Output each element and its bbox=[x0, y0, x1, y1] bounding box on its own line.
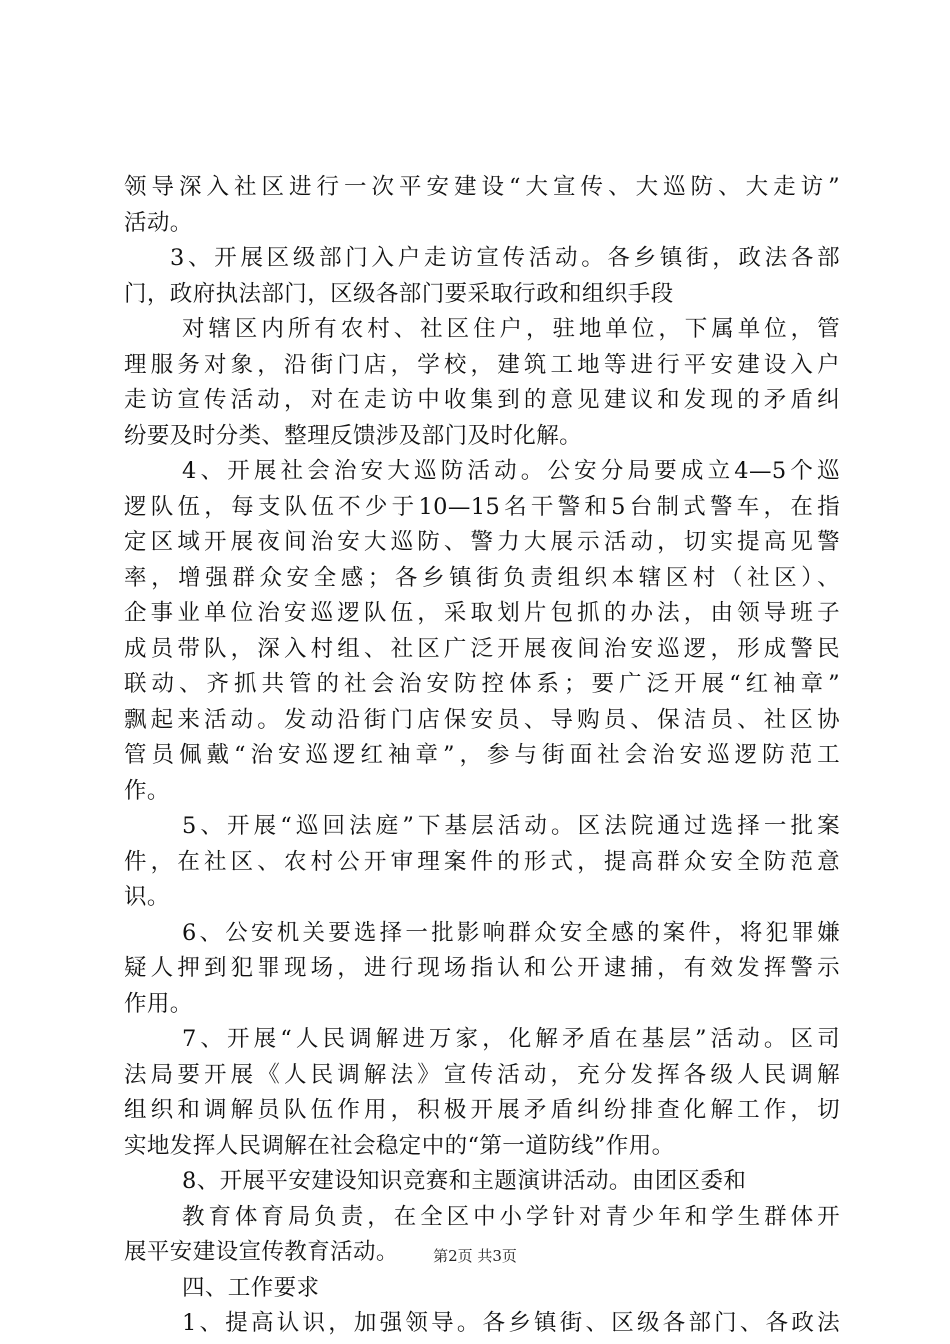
text-line: 展平安建设宣传教育活动。 bbox=[124, 1239, 399, 1265]
text-line: 4、开展社会治安大巡防活动。公安分局要成立4—5个巡 bbox=[182, 458, 840, 484]
text-line: 识。 bbox=[124, 884, 170, 910]
text-line: 7、开展“人民调解进万家，化解矛盾在基层”活动。区司 bbox=[182, 1026, 840, 1052]
text-line: 率，增强群众安全感；各乡镇街负责组织本辖区村（社区）、 bbox=[124, 564, 840, 591]
text-line: 6、公安机关要选择一批影响群众安全感的案件，将犯罪嫌 bbox=[182, 919, 840, 946]
text-line: 走访宣传活动，对在走访中收集到的意见建议和发现的矛盾纠 bbox=[124, 387, 840, 413]
text-line: 逻队伍，每支队伍不少于10—15名干警和5台制式警车，在指 bbox=[124, 493, 840, 520]
text-line: 3、开展区级部门入户走访宣传活动。各乡镇街，政法各部 bbox=[170, 245, 840, 271]
text-line: 1、提高认识，加强领导。各乡镇街、区级各部门、各政法 bbox=[182, 1310, 840, 1336]
text-line: 对辖区内所有农村、社区住户，驻地单位，下属单位，管 bbox=[182, 316, 840, 342]
text-line: 5、开展“巡回法庭”下基层活动。区法院通过选择一批案 bbox=[182, 813, 840, 839]
text-line: 定区域开展夜间治安大巡防、警力大展示活动，切实提高见警 bbox=[124, 529, 840, 555]
text-line: 领导深入社区进行一次平安建设“大宣传、大巡防、大走访” bbox=[124, 174, 840, 200]
text-line: 活动。 bbox=[124, 209, 193, 236]
page-number-footer: 第2页 共3页 bbox=[433, 1247, 517, 1265]
text-line: 门，政府执法部门，区级各部门要采取行政和组织手段 bbox=[124, 280, 674, 307]
text-line: 组织和调解员队伍作用，积极开展矛盾纠纷排查化解工作，切 bbox=[124, 1097, 840, 1123]
text-line: 件，在社区、农村公开审理案件的形式，提高群众安全防范意 bbox=[124, 848, 840, 875]
text-line: 作用。 bbox=[124, 990, 193, 1017]
document-body bbox=[124, 170, 840, 1342]
text-line: 8、开展平安建设知识竞赛和主题演讲活动。由团区委和 bbox=[182, 1168, 747, 1194]
text-line: 管员佩戴“治安巡逻红袖章”，参与街面社会治安巡逻防范工 bbox=[124, 742, 840, 768]
text-line: 疑人押到犯罪现场，进行现场指认和公开逮捕，有效发挥警示 bbox=[124, 955, 840, 981]
text-line: 实地发挥人民调解在社会稳定中的“第一道防线”作用。 bbox=[124, 1132, 675, 1159]
text-line: 作。 bbox=[124, 777, 170, 804]
text-line: 联动、齐抓共管的社会治安防控体系；要广泛开展“红袖章” bbox=[124, 671, 840, 697]
text-line: 理服务对象，沿街门店，学校，建筑工地等进行平安建设入户 bbox=[124, 351, 840, 378]
text-line: 纷要及时分类、整理反馈涉及部门及时化解。 bbox=[124, 422, 583, 449]
text-line: 企事业单位治安巡逻队伍，采取划片包抓的办法，由领导班子 bbox=[124, 600, 840, 626]
text-line: 法局要开展《人民调解法》宣传活动，充分发挥各级人民调解 bbox=[124, 1061, 840, 1088]
text-line: 飘起来活动。发动沿街门店保安员、导购员、保洁员、社区协 bbox=[124, 706, 840, 733]
text-line: 教育体育局负责，在全区中小学针对青少年和学生群体开 bbox=[182, 1203, 840, 1230]
section-heading: 四、工作要求 bbox=[182, 1274, 320, 1301]
text-line: 成员带队，深入村组、社区广泛开展夜间治安巡逻，形成警民 bbox=[124, 635, 840, 662]
